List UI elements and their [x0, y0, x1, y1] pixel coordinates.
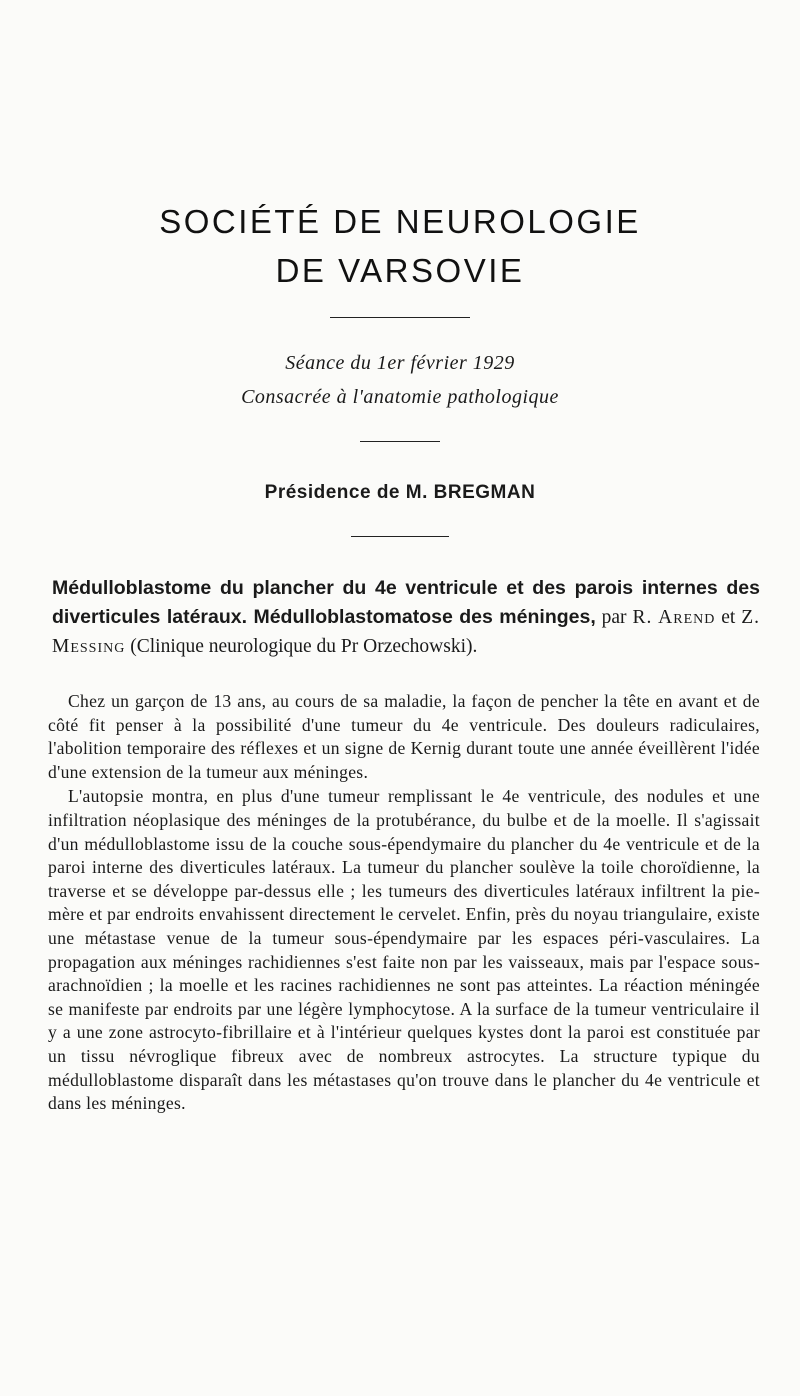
author-1: R. Arend [632, 607, 716, 628]
article-and: et [721, 607, 736, 628]
divider-rule [351, 536, 449, 537]
society-title: SOCIÉTÉ DE NEUROLOGIE [159, 203, 641, 240]
author-2: Z. Messing [52, 607, 761, 657]
society-subtitle: DE VARSOVIE [275, 252, 525, 289]
article-by: par [601, 607, 627, 628]
divider-rule [360, 441, 440, 442]
article-body [48, 690, 760, 1116]
article-heading [52, 574, 760, 661]
body-paragraph: L'autopsie montra, en plus d'une tumeur remplissant le 4e ventricule, des nodules et une infiltration néoplasique des méninges de la protubérance, du bulbe et de la moelle. Il s'agissait d'un médulloblastome issu de la couche sous-épendymaire du plancher du 4e ventricule et de la paroi interne des diverticules latéraux. La tumeur du plancher soulève la toile choroïdienne, la traverse et se développe par-dessus elle ; les tumeurs des diverticules latéraux infiltrent la pie-mère et par endroits envahissent directement le cervelet. Enfin, près du noyau triangulaire, existe une métastase venue de la tumeur sous-épendymaire par les espaces péri-vasculaires. La propagation aux méninges rachidiennes s'est faite non par les vaisseaux, mais par l'espace sous-arachnoïdien ; la moelle et les racines rachidiennes ne sont pas atteintes. La réaction méningée se manifeste par endroits par une légère lymphocytose. A la surface de la tumeur ventriculaire il y a une zone astrocyto-fibrillaire et à l'intérieur quelques kystes dont la paroi est constituée par un tissu névroglique fibreux avec de nombreux astrocytes. La structure typique du médulloblastome disparaît dans les métastases qu'on trouve dans le plancher du 4e ventricule et dans les méninges. [48, 786, 760, 1114]
article-title: Médulloblastome du plancher du 4e ventricule et des parois internes des diverticules latéraux. Médulloblastomatose des méninges, [52, 577, 760, 628]
session-subject: Consacrée à l'anatomie pathologique [241, 386, 559, 408]
article-clinic: (Clinique neurologique du Pr Orzechowski). [130, 636, 478, 657]
session-date: Séance du 1er février 1929 [285, 352, 515, 374]
presidence-line: Présidence de M. BREGMAN [264, 482, 536, 503]
divider-rule [330, 317, 470, 318]
body-paragraph: Chez un garçon de 13 ans, au cours de sa maladie, la façon de pencher la tête en avant et de côté fit penser à la possibilité d'une tumeur du 4e ventricule. Des douleurs radiculaires, l'abolition temporaire des réflexes et un signe de Kernig durant toute une année éveillèrent l'idée d'une extension de la tumeur aux méninges. [48, 691, 760, 782]
